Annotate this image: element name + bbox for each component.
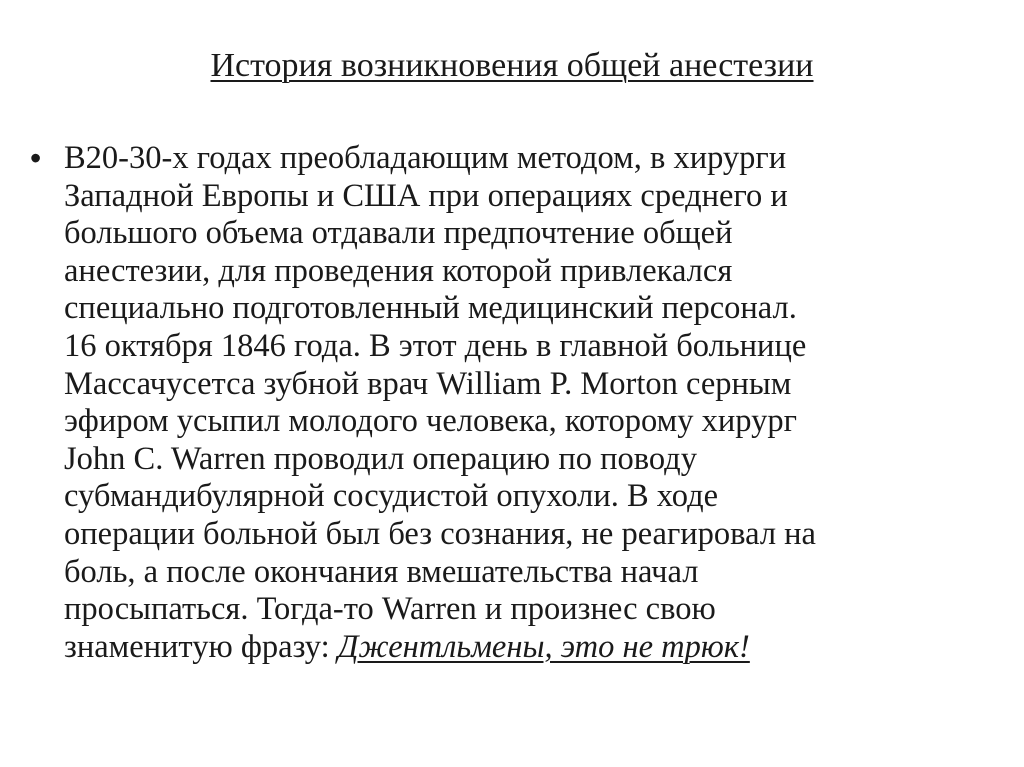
text-line: субмандибулярной сосудистой опухоли. В ходе [64, 478, 719, 515]
bullet-text [64, 140, 1010, 666]
text-line: боль, а после окончания вмешательства начал [64, 553, 699, 590]
text-line: просыпаться. Тогда-то Warren и произнес свою [64, 591, 716, 628]
text-line: операции больной был без сознания, не реагировал на [64, 515, 816, 552]
text-line: эфиром усыпил молодого человека, которому хирург [64, 403, 797, 440]
text-line: анестезии, для проведения которой привлекался [64, 252, 733, 289]
text-line-last [64, 629, 1010, 667]
text-line: John C. Warren проводил операцию по поводу [64, 440, 697, 477]
text-line: 16 октября 1846 года. В этот день в главной больнице [64, 327, 807, 364]
text-line: Западной Европы и США при операциях среднего и [64, 177, 788, 214]
text-line: специально подготовленный медицинский персонал. [64, 290, 797, 327]
bullet-item [30, 140, 1010, 666]
bullet-marker: • [30, 140, 42, 176]
famous-quote: Джентльмены, это не трюк! [337, 628, 750, 665]
text-line: Массачусетса зубной врач William P. Morton серным [64, 365, 792, 402]
last-line-prefix: знаменитую фразу: [64, 628, 338, 665]
text-line: В20-30-х годах преобладающим методом, в хирурги [64, 140, 787, 176]
text-line: большого объема отдавали предпочтение общей [64, 215, 733, 252]
slide-title: История возникновения общей анестезии [210, 47, 814, 84]
